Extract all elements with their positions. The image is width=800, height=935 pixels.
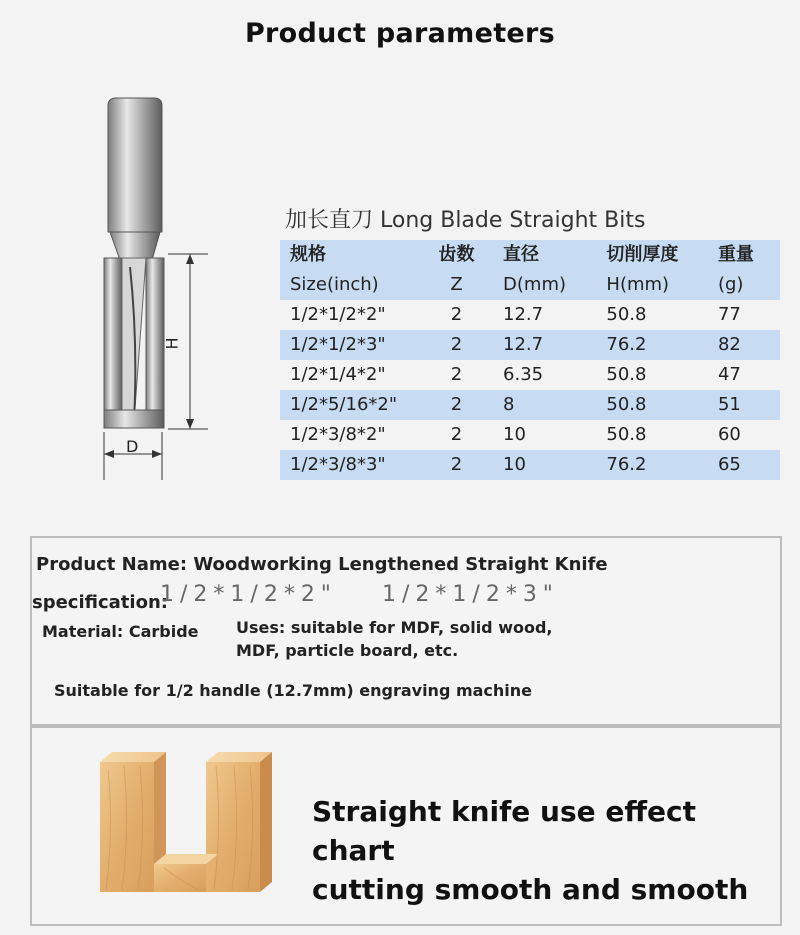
cell-weight: 47 [708,360,780,390]
header-cut-depth-cn: 切削厚度 [596,240,708,270]
cell-weight: 77 [708,300,780,330]
cell-teeth: 2 [420,390,493,420]
header-weight-cn: 重量 [708,240,780,270]
effect-box [30,726,782,926]
wood-cut-sample-image [94,750,274,900]
table-row [280,420,780,450]
cell-size: 1/2*3/8*3" [280,450,420,480]
effect-caption [312,792,780,909]
product-name: Product Name: Woodworking Lengthened Straight Knife [36,554,608,575]
cell-teeth: 2 [420,360,493,390]
header-cut-depth-en: H(mm) [596,270,708,300]
table-row [280,360,780,390]
uses-text: Uses: suitable for MDF, solid wood, MDF, particle board, etc. [236,618,553,660]
header-size-cn: 规格 [280,240,420,270]
table-header-row-en [280,270,780,300]
cell-size: 1/2*1/2*2" [280,300,420,330]
cell-cut-depth: 76.2 [596,330,708,360]
cell-diameter: 12.7 [493,300,596,330]
spec-table [280,240,780,480]
cell-size: 1/2*3/8*2" [280,420,420,450]
cell-weight: 82 [708,330,780,360]
table-row [280,300,780,330]
cell-teeth: 2 [420,420,493,450]
cell-weight: 51 [708,390,780,420]
table-row [280,450,780,480]
cell-cut-depth: 50.8 [596,360,708,390]
header-size-en: Size(inch) [280,270,420,300]
cell-size: 1/2*5/16*2" [280,390,420,420]
header-diameter-en: D(mm) [493,270,596,300]
cell-teeth: 2 [420,450,493,480]
header-weight-en: (g) [708,270,780,300]
cell-cut-depth: 50.8 [596,390,708,420]
cell-size: 1/2*1/2*3" [280,330,420,360]
header-diameter-cn: 直径 [493,240,596,270]
table-header-row-cn [280,240,780,270]
cell-diameter: 10 [493,420,596,450]
compatibility-text: Suitable for 1/2 handle (12.7mm) engraving machine [54,681,533,700]
d-dimension-label: D [126,437,139,456]
product-info-box [30,536,782,726]
cell-size: 1/2*1/4*2" [280,360,420,390]
cell-cut-depth: 50.8 [596,300,708,330]
table-title: 加长直刀 Long Blade Straight Bits [285,208,646,233]
cell-cut-depth: 50.8 [596,420,708,450]
cell-weight: 60 [708,420,780,450]
header-teeth-en: Z [420,270,493,300]
cell-teeth: 2 [420,330,493,360]
header-teeth-cn: 齿数 [420,240,493,270]
cell-diameter: 10 [493,450,596,480]
specification-value-2: 1/2*1/2*3" [382,582,559,607]
h-dimension-label: H [162,337,182,350]
cell-cut-depth: 76.2 [596,450,708,480]
specification-label: specification: [32,592,168,613]
table-row [280,330,780,360]
specification-value-1: 1/2*1/2*2" [160,582,337,607]
cell-diameter: 6.35 [493,360,596,390]
cell-diameter: 12.7 [493,330,596,360]
router-bit-diagram [90,92,220,487]
page-title: Product parameters [244,18,556,49]
material-text: Material: Carbide [42,622,199,641]
table-row [280,390,780,420]
effect-caption-line-2: cutting smooth and smooth [312,873,749,906]
cell-teeth: 2 [420,300,493,330]
effect-caption-line-1: Straight knife use effect chart [312,795,697,867]
cell-diameter: 8 [493,390,596,420]
cell-weight: 65 [708,450,780,480]
